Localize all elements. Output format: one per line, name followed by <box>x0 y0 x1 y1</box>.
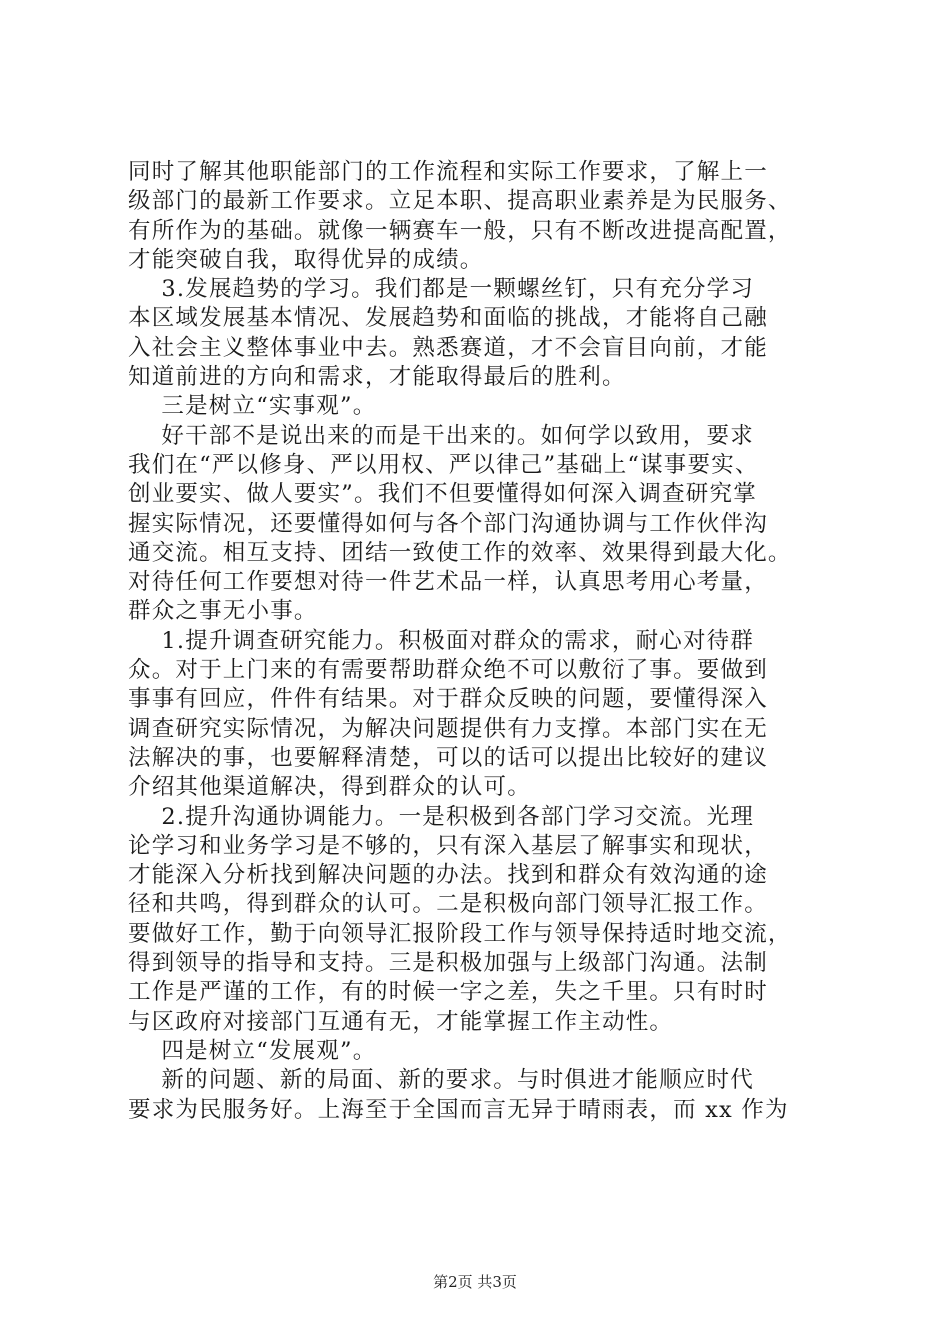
text-line: 创业要实、做人要实”。我们不但要懂得如何深入调查研究掌 <box>128 481 757 508</box>
text-line: 3.发展趋势的学习。我们都是一颗螺丝钉，只有充分学习 <box>128 276 755 303</box>
text-line: 知道前进的方向和需求，才能取得最后的胜利。 <box>128 364 626 391</box>
text-line: 事事有回应，件件有结果。对于群众反映的问题，要懂得深入 <box>128 686 768 713</box>
text-line: 级部门的最新工作要求。立足本职、提高职业素养是为民服务、 <box>128 188 792 215</box>
text-line: 调查研究实际情况，为解决问题提供有力支撑。本部门实在无 <box>128 715 768 742</box>
text-line: 径和共鸣，得到群众的认可。二是积极向部门领导汇报工作。 <box>128 891 768 918</box>
text-line: 介绍其他渠道解决，得到群众的认可。 <box>128 774 531 801</box>
text-line: 三是树立“实事观”。 <box>128 393 377 420</box>
text-line: 众。对于上门来的有需要帮助群众绝不可以敷衍了事。要做到 <box>128 657 768 684</box>
text-line: 群众之事无小事。 <box>128 598 318 625</box>
text-line: 要求为民服务好。上海至于全国而言无异于晴雨表，而 xx 作为 <box>128 1096 789 1123</box>
text-line: 入社会主义整体事业中去。熟悉赛道，才不会盲目向前，才能 <box>128 334 768 361</box>
text-line: 工作是严谨的工作，有的时候一字之差，失之千里。只有时时 <box>128 979 768 1006</box>
text-line: 好干部不是说出来的而是干出来的。如何学以致用，要求 <box>128 422 754 449</box>
text-line: 才能突破自我，取得优异的成绩。 <box>128 246 484 273</box>
text-line: 与区政府对接部门互通有无，才能掌握工作主动性。 <box>128 1008 674 1035</box>
text-line: 本区域发展基本情况、发展趋势和面临的挑战，才能将自己融 <box>128 305 768 332</box>
document-body <box>128 158 833 1125</box>
text-line: 通交流。相互支持、团结一致使工作的效率、效果得到最大化。 <box>128 539 792 566</box>
text-line: 论学习和业务学习是不够的，只有深入基层了解事实和现状， <box>128 832 768 859</box>
text-line: 2.提升沟通协调能力。一是积极到各部门学习交流。光理 <box>128 803 755 830</box>
text-line: 握实际情况，还要懂得如何与各个部门沟通协调与工作伙伴沟 <box>128 510 768 537</box>
text-line: 对待任何工作要想对待一件艺术品一样，认真思考用心考量， <box>128 569 768 596</box>
text-line: 我们在“严以修身、严以用权、严以律己”基础上“谋事要实、 <box>128 451 759 478</box>
text-line: 四是树立“发展观”。 <box>128 1037 377 1064</box>
page-number-label: 第2页 共3页 <box>433 1273 517 1291</box>
text-line: 得到领导的指导和支持。三是积极加强与上级部门沟通。法制 <box>128 950 768 977</box>
text-line: 新的问题、新的局面、新的要求。与时俱进才能顺应时代 <box>128 1067 754 1094</box>
text-line: 法解决的事，也要解释清楚，可以的话可以提出比较好的建议 <box>128 744 768 771</box>
text-line: 才能深入分析找到解决问题的办法。找到和群众有效沟通的途 <box>128 862 768 889</box>
text-line: 同时了解其他职能部门的工作流程和实际工作要求，了解上一 <box>128 159 768 185</box>
text-line: 有所作为的基础。就像一辆赛车一般，只有不断改进提高配置， <box>128 217 792 244</box>
text-line: 要做好工作，勤于向领导汇报阶段工作与领导保持适时地交流， <box>128 920 792 947</box>
text-line: 1.提升调查研究能力。积极面对群众的需求，耐心对待群 <box>128 627 755 654</box>
page-footer <box>0 1271 950 1292</box>
